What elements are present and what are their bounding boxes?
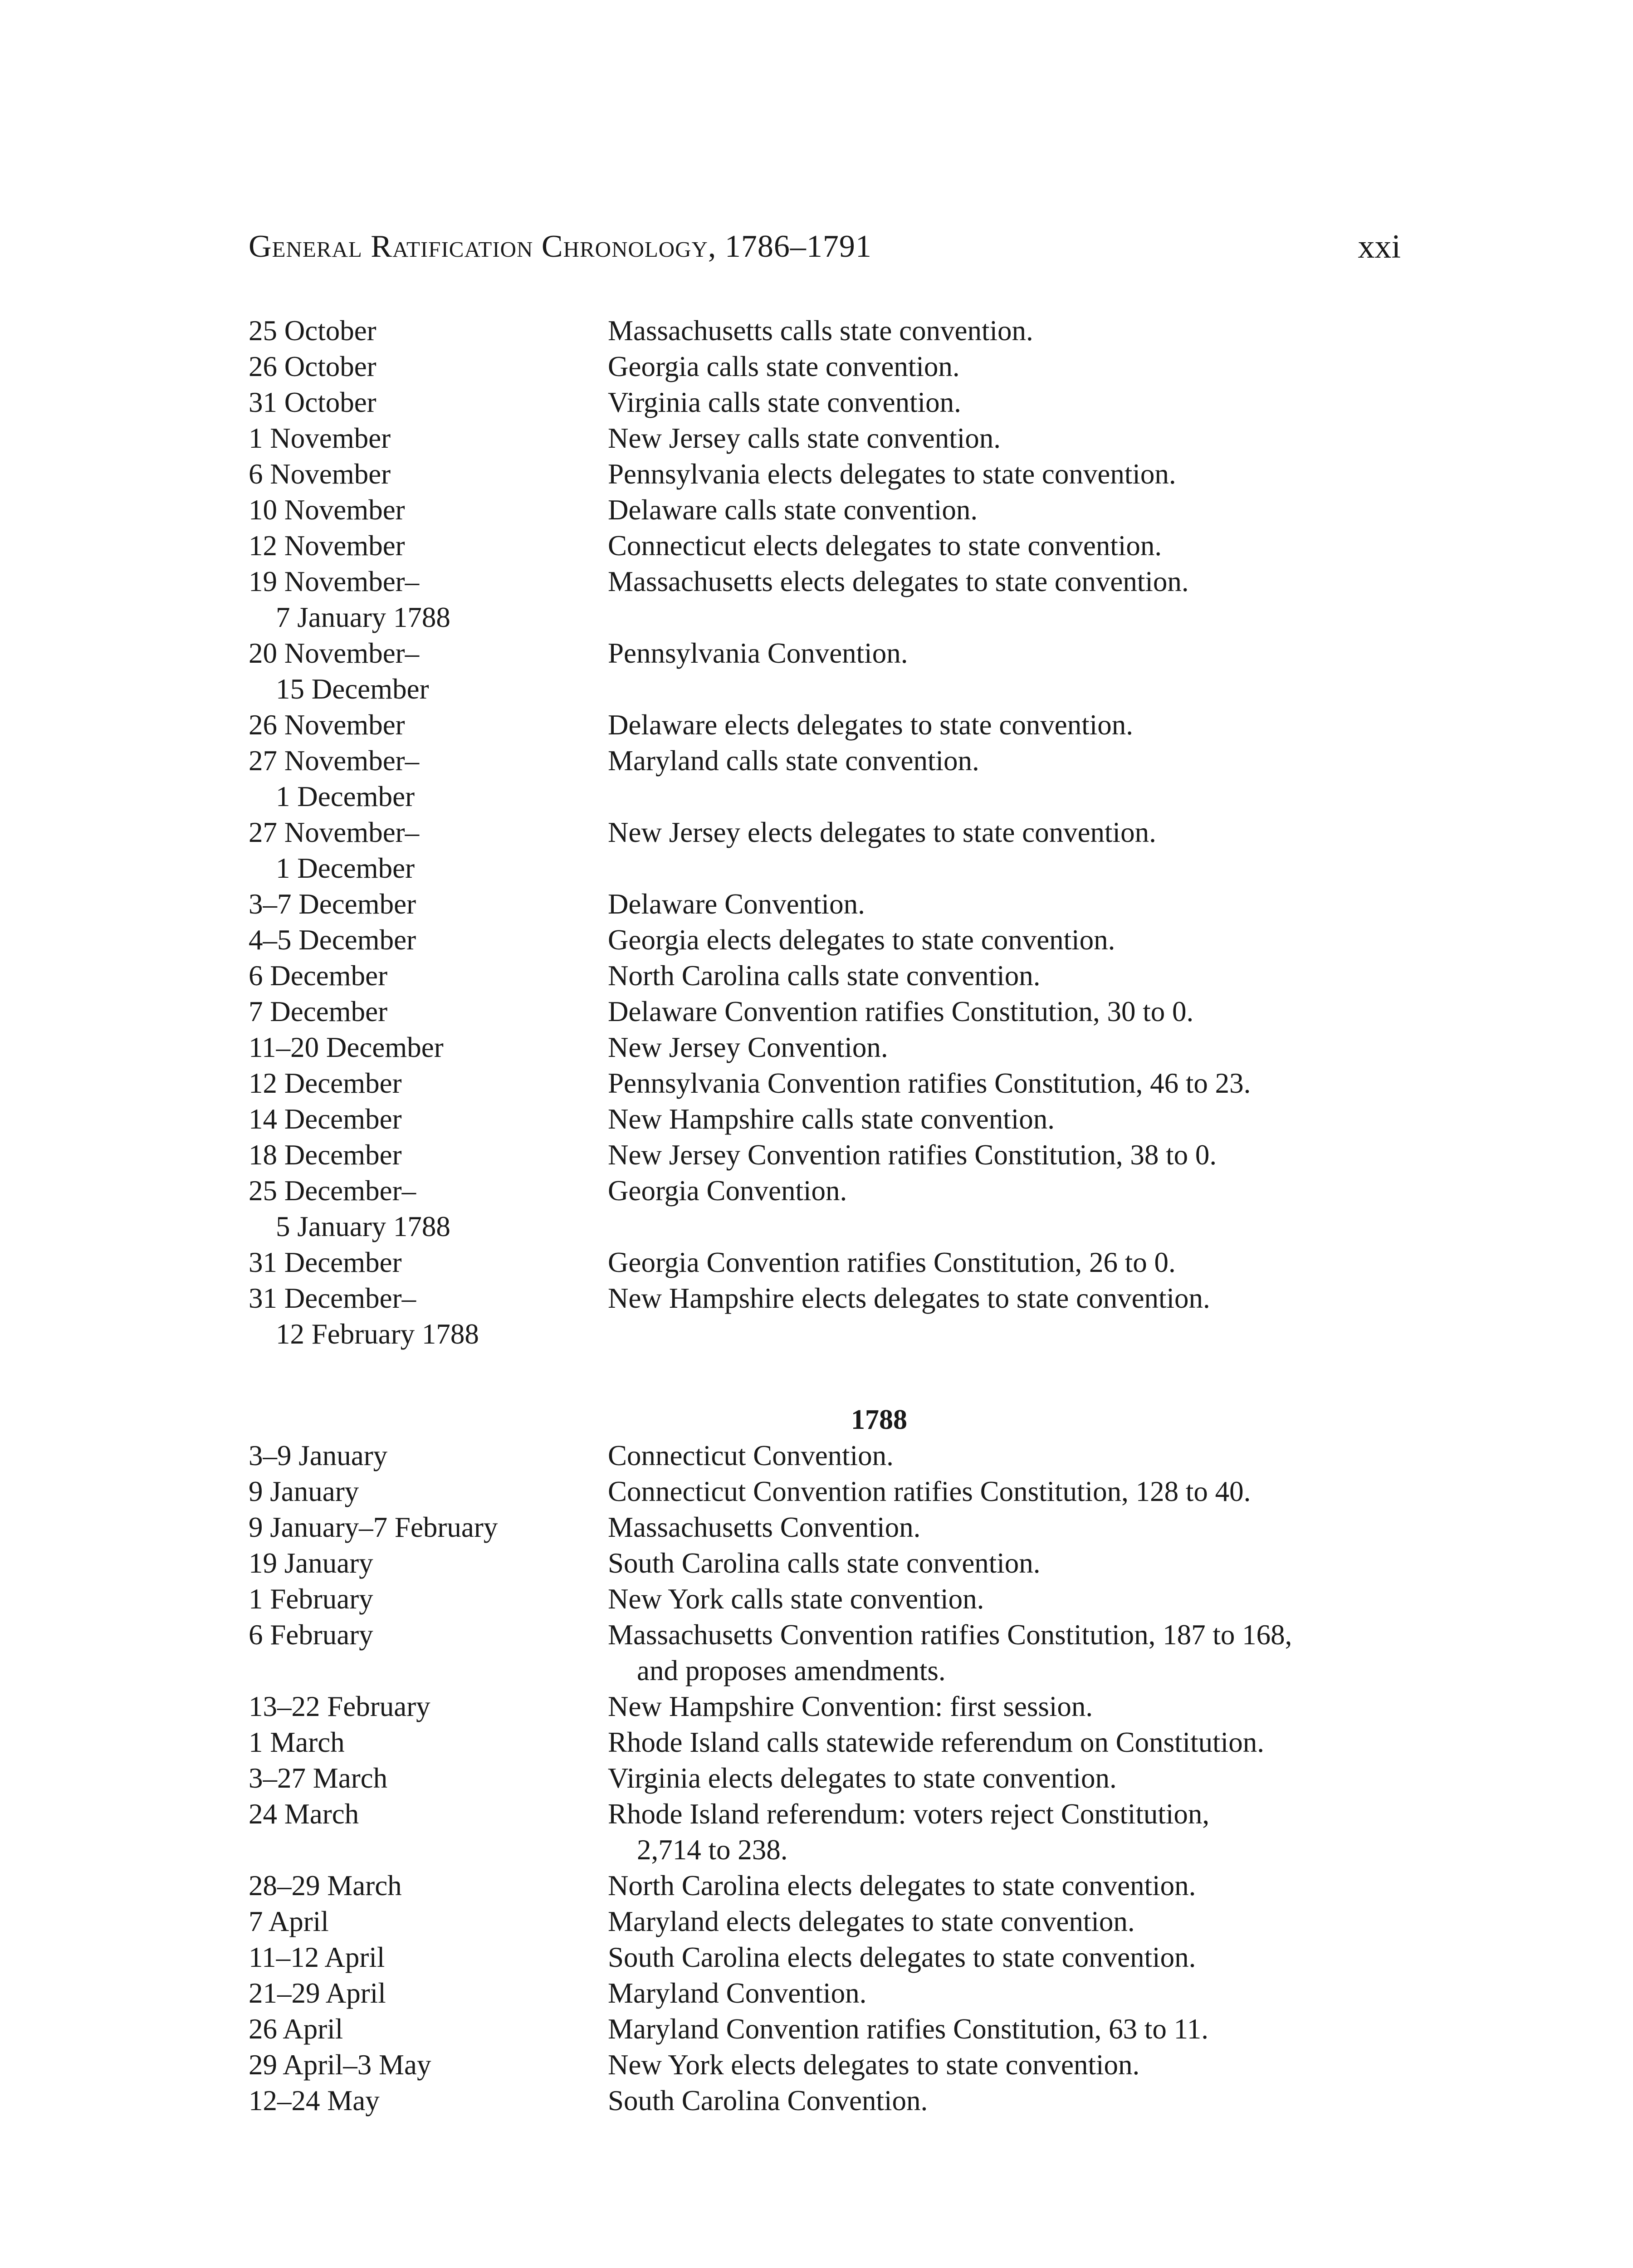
entry-event-line: Rhode Island referendum: voters reject Constitution, (608, 1798, 1210, 1830)
entry-date (249, 1545, 611, 1581)
entry-event (608, 1101, 1410, 1137)
entry-date (249, 1617, 611, 1653)
entry-date (249, 1281, 611, 1352)
entry-date-line: 25 October (249, 315, 376, 347)
entry-event-line: Georgia elects delegates to state convention. (608, 924, 1115, 956)
entry-event-line: Delaware calls state convention. (608, 494, 978, 526)
entry-event (608, 564, 1410, 635)
entry-event (608, 743, 1410, 815)
entry-event-line: New Hampshire Convention: first session. (608, 1691, 1093, 1722)
entry-date (249, 2083, 611, 2119)
entry-date-line: 7 December (249, 996, 388, 1027)
entry-event (608, 1796, 1410, 1868)
chronology-entry (249, 635, 1410, 707)
entry-date-line: 27 November– (249, 816, 420, 848)
entry-date (249, 1474, 611, 1510)
chronology-entry (249, 1904, 1410, 1940)
entry-date (249, 635, 611, 707)
entry-spacer (608, 600, 1410, 635)
entry-date (249, 385, 611, 420)
chronology-entry (249, 420, 1410, 456)
entry-date (249, 1066, 611, 1101)
entry-event-line: Connecticut Convention ratifies Constitution, 128 to 40. (608, 1476, 1251, 1507)
entry-date (249, 743, 611, 815)
entry-date-line: 21–29 April (249, 1977, 386, 2009)
chronology-entry (249, 2011, 1410, 2047)
entry-date-line: 26 October (249, 351, 376, 382)
chronology-entry (249, 707, 1410, 743)
entry-event (608, 1030, 1410, 1066)
entry-date (249, 922, 611, 958)
entry-date-line: 7 January 1788 (276, 601, 450, 633)
entry-date (249, 1581, 611, 1617)
entry-date-line: 1 December (276, 852, 415, 884)
entry-event (608, 1689, 1410, 1725)
entry-date (249, 2047, 611, 2083)
entry-spacer (608, 1209, 1410, 1245)
entry-event-line: Virginia calls state convention. (608, 386, 961, 418)
chronology-entry (249, 815, 1410, 886)
entry-event-line: and proposes amendments. (637, 1655, 946, 1686)
entry-event (608, 420, 1410, 456)
chronology-entry (249, 2083, 1410, 2119)
page-number: xxi (1358, 228, 1401, 265)
entry-date (249, 1868, 611, 1904)
entry-date-line: 1 November (249, 422, 391, 454)
entry-event (608, 1904, 1410, 1940)
entry-event-line: New Jersey Convention. (608, 1031, 888, 1063)
entry-event-line: Georgia Convention. (608, 1175, 847, 1207)
entry-date (249, 1689, 611, 1725)
entry-event (608, 385, 1410, 420)
entry-date-line: 11–12 April (249, 1941, 385, 1973)
entry-event-line: 2,714 to 238. (637, 1834, 788, 1866)
chronology-entry (249, 743, 1410, 815)
chronology-entry (249, 1581, 1410, 1617)
entry-event (608, 1137, 1410, 1173)
entry-event (608, 1581, 1410, 1617)
entry-date-line: 11–20 December (249, 1031, 444, 1063)
entry-event (608, 2083, 1410, 2119)
entry-event-line: New Hampshire elects delegates to state convention. (608, 1282, 1210, 1314)
entry-date (249, 564, 611, 635)
entry-event (608, 1173, 1410, 1245)
entry-date (249, 815, 611, 886)
entry-date-line: 6 February (249, 1619, 373, 1651)
entry-date (249, 528, 611, 564)
entry-date-line: 28–29 March (249, 1870, 402, 1901)
entry-date (249, 1796, 611, 1832)
entry-date (249, 313, 611, 349)
entry-event (608, 886, 1410, 922)
entry-event (608, 1760, 1410, 1796)
running-head (249, 220, 1401, 274)
entry-event-line: New Hampshire calls state convention. (608, 1103, 1055, 1135)
chronology-entry (249, 1137, 1410, 1173)
entry-date-line: 25 December– (249, 1175, 416, 1207)
entry-date (249, 420, 611, 456)
chronology-entry (249, 1725, 1410, 1760)
entry-date-line: 15 December (276, 673, 429, 705)
chronology-entry (249, 1173, 1410, 1245)
entry-event-line: New Jersey Convention ratifies Constitution, 38 to 0. (608, 1139, 1217, 1171)
entry-event-line: Massachusetts Convention ratifies Constitution, 187 to 168, (608, 1619, 1292, 1651)
entry-date (249, 1940, 611, 1975)
chronology-entry (249, 1281, 1410, 1352)
entry-event-line: Massachusetts Convention. (608, 1511, 921, 1543)
chronology-entry (249, 1940, 1410, 1975)
entry-event (608, 922, 1410, 958)
entry-date (249, 1245, 611, 1281)
entry-event-line: South Carolina elects delegates to state convention. (608, 1941, 1196, 1973)
chronology-entry (249, 1245, 1410, 1281)
entry-date-line: 26 November (249, 709, 405, 741)
entry-date (249, 958, 611, 994)
entry-date-line: 31 October (249, 386, 376, 418)
entry-date-line: 31 December (249, 1246, 402, 1278)
entry-date-line: 29 April–3 May (249, 2049, 431, 2081)
entry-date-line: 24 March (249, 1798, 359, 1830)
chronology-entry (249, 1438, 1410, 1474)
entry-event-line: North Carolina calls state convention. (608, 960, 1041, 992)
entry-date-line: 12 February 1788 (276, 1318, 479, 1350)
entry-event-line: South Carolina Convention. (608, 2085, 928, 2116)
entry-date (249, 1510, 611, 1545)
entry-date-line: 10 November (249, 494, 405, 526)
entry-date (249, 1725, 611, 1760)
entry-event (608, 1975, 1410, 2011)
chronology-entry (249, 2047, 1410, 2083)
entry-date (249, 2011, 611, 2047)
entry-event-line: Delaware elects delegates to state convention. (608, 709, 1133, 741)
entry-event (608, 1245, 1410, 1281)
entry-date-line: 6 December (249, 960, 388, 992)
entry-event-line: Rhode Island calls statewide referendum on Constitution. (608, 1726, 1264, 1758)
entry-date-line: 3–9 January (249, 1440, 388, 1471)
entry-date-line: 4–5 December (249, 924, 416, 956)
entry-date-line: 1 December (276, 781, 415, 812)
chronology-entry (249, 1868, 1410, 1904)
chronology-entry (249, 564, 1410, 635)
entry-event (608, 1281, 1410, 1352)
chronology-entry (249, 1101, 1410, 1137)
chronology-entry (249, 994, 1410, 1030)
entry-event (608, 1545, 1410, 1581)
entry-date (249, 1030, 611, 1066)
chronology-entry (249, 1474, 1410, 1510)
entry-event (608, 1725, 1410, 1760)
entry-event (608, 815, 1410, 886)
entry-event-line: New York elects delegates to state convention. (608, 2049, 1140, 2081)
entry-date-line: 12–24 May (249, 2085, 380, 2116)
entry-event (608, 313, 1410, 349)
chronology-entry (249, 456, 1410, 492)
entry-event-line: Maryland Convention ratifies Constitution, 63 to 11. (608, 2013, 1209, 2045)
chronology-entry (249, 1617, 1410, 1689)
entry-event (608, 1510, 1410, 1545)
running-title: General Ratification Chronology, 1786–1791 (249, 229, 872, 264)
entry-date (249, 994, 611, 1030)
entry-date (249, 707, 611, 743)
entry-date-line: 18 December (249, 1139, 402, 1171)
chronology-entry (249, 1545, 1410, 1581)
chronology-entry (249, 492, 1410, 528)
chronology-entry (249, 1510, 1410, 1545)
entry-date (249, 1173, 611, 1245)
entry-event-line: New York calls state convention. (608, 1583, 984, 1615)
year-heading: 1788 (851, 1404, 907, 1435)
entry-date-line: 7 April (249, 1906, 329, 1937)
entry-date-line: 26 April (249, 2013, 343, 2045)
entry-event-line: Pennsylvania Convention ratifies Constitution, 46 to 23. (608, 1067, 1251, 1099)
entry-date (249, 1438, 611, 1474)
entry-event-line: Connecticut Convention. (608, 1440, 894, 1471)
entry-event (608, 994, 1410, 1030)
chronology-entry (249, 528, 1410, 564)
chronology-entry (249, 349, 1410, 385)
chronology-entry (249, 886, 1410, 922)
entry-date-line: 9 January–7 February (249, 1511, 498, 1543)
entry-event (608, 528, 1410, 564)
entry-date-line: 1 March (249, 1726, 345, 1758)
entry-event-line: Georgia calls state convention. (608, 351, 960, 382)
entry-event (608, 2047, 1410, 2083)
entry-date-line: 19 January (249, 1547, 373, 1579)
entry-event-line: Delaware Convention. (608, 888, 865, 920)
entry-event (608, 1438, 1410, 1474)
entry-event-line: Massachusetts calls state convention. (608, 315, 1033, 347)
entry-date-line: 5 January 1788 (276, 1211, 450, 1242)
entry-date-line: 19 November– (249, 566, 420, 597)
entry-spacer (608, 1316, 1410, 1352)
entry-spacer (608, 671, 1410, 707)
entry-event (608, 1617, 1410, 1689)
chronology-entry (249, 1760, 1410, 1796)
entry-event-line: South Carolina calls state convention. (608, 1547, 1041, 1579)
entry-event-line: Maryland elects delegates to state convention. (608, 1906, 1135, 1937)
entry-date (249, 492, 611, 528)
chronology-list (249, 313, 1410, 2119)
entry-event (608, 349, 1410, 385)
entry-event (608, 2011, 1410, 2047)
entry-event (608, 456, 1410, 492)
entry-event-line: Connecticut elects delegates to state convention. (608, 530, 1162, 562)
entry-date-line: 3–27 March (249, 1762, 388, 1794)
chronology-entry (249, 1030, 1410, 1066)
entry-date-line: 31 December– (249, 1282, 416, 1314)
entry-event-line: North Carolina elects delegates to state convention. (608, 1870, 1196, 1901)
entry-date-line: 13–22 February (249, 1691, 430, 1722)
entry-event-line: Maryland Convention. (608, 1977, 867, 2009)
chronology-entry (249, 1975, 1410, 2011)
entry-event-line: Virginia elects delegates to state convention. (608, 1762, 1117, 1794)
chronology-entry (249, 922, 1410, 958)
entry-event (608, 635, 1410, 707)
entry-date-line: 1 February (249, 1583, 373, 1615)
entry-date-line: 3–7 December (249, 888, 416, 920)
entry-date (249, 1137, 611, 1173)
entry-date (249, 1975, 611, 2011)
entry-spacer (608, 779, 1410, 815)
chronology-entry (249, 1066, 1410, 1101)
entry-date (249, 1760, 611, 1796)
entry-event-line: New Jersey elects delegates to state convention. (608, 816, 1156, 848)
chronology-entry (249, 958, 1410, 994)
chronology-entry (249, 385, 1410, 420)
entry-date (249, 1904, 611, 1940)
entry-event-line: Massachusetts elects delegates to state convention. (608, 566, 1189, 597)
entry-date-line: 14 December (249, 1103, 402, 1135)
entry-date (249, 456, 611, 492)
entry-date-line: 20 November– (249, 637, 420, 669)
entry-event (608, 492, 1410, 528)
entry-event-line: Delaware Convention ratifies Constitution, 30 to 0. (608, 996, 1194, 1027)
entry-date (249, 886, 611, 922)
entry-event (608, 707, 1410, 743)
entry-event-line: New Jersey calls state convention. (608, 422, 1001, 454)
entry-date (249, 349, 611, 385)
entry-event-line: Georgia Convention ratifies Constitution, 26 to 0. (608, 1246, 1176, 1278)
chronology-entry (249, 1796, 1410, 1868)
entry-event-line: Pennsylvania elects delegates to state convention. (608, 458, 1176, 490)
chronology-entry (249, 1689, 1410, 1725)
entry-date-line: 6 November (249, 458, 391, 490)
entry-date-line: 12 December (249, 1067, 402, 1099)
entry-spacer (608, 850, 1410, 886)
entry-event-line: Pennsylvania Convention. (608, 637, 908, 669)
entry-event (608, 1868, 1410, 1904)
entry-event (608, 1066, 1410, 1101)
chronology-entry (249, 313, 1410, 349)
entry-date (249, 1101, 611, 1137)
entry-date-line: 27 November– (249, 745, 420, 777)
entry-event-line: Maryland calls state convention. (608, 745, 979, 777)
entry-event (608, 1940, 1410, 1975)
entry-event (608, 1474, 1410, 1510)
entry-date-line: 9 January (249, 1476, 359, 1507)
entry-date-line: 12 November (249, 530, 405, 562)
entry-event (608, 958, 1410, 994)
